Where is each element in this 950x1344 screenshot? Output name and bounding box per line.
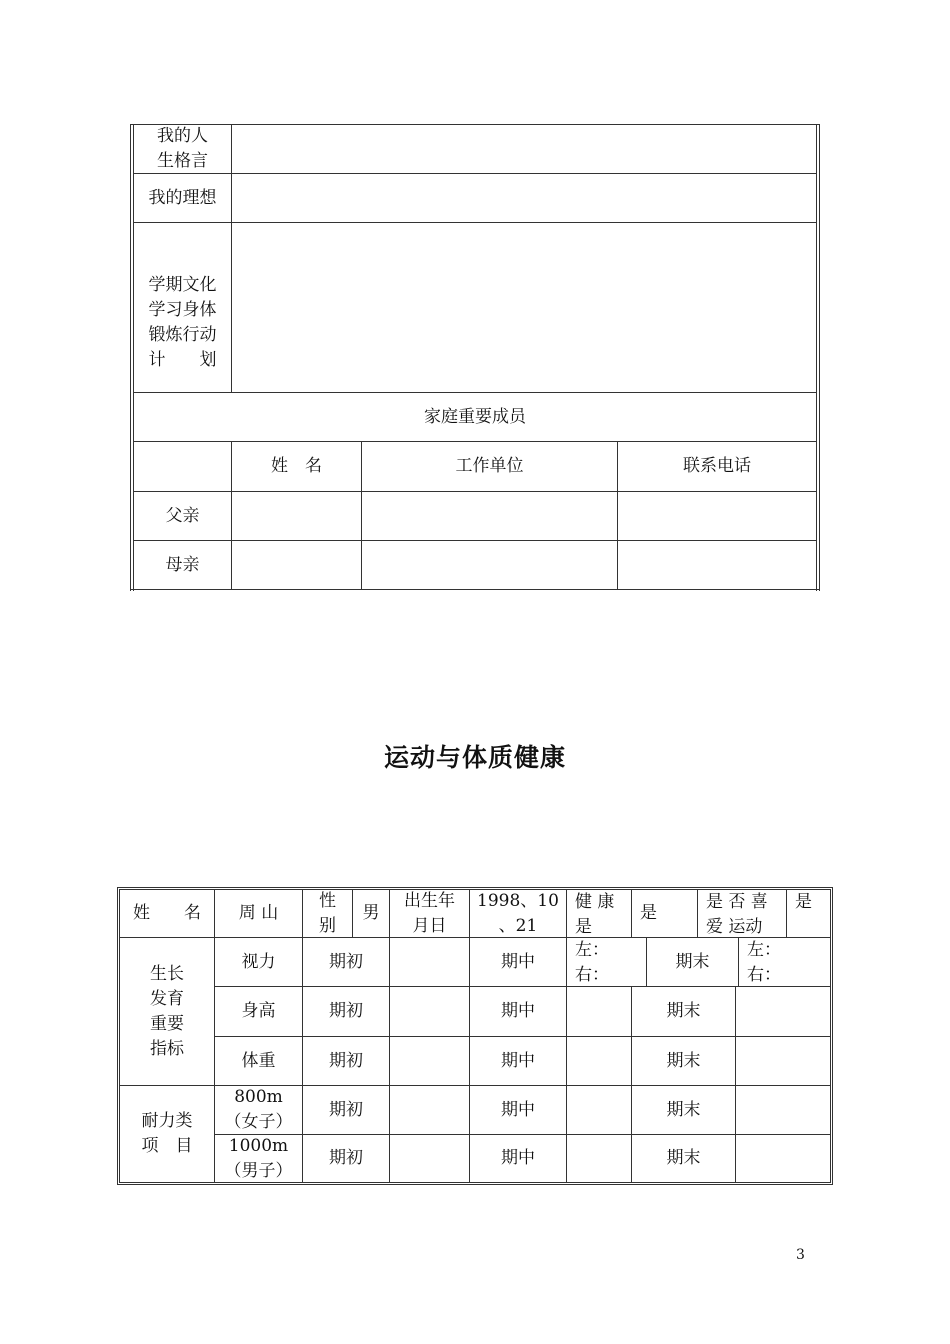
weight-start-label: 期初 [329, 1050, 363, 1071]
gender-label: 性 别 [319, 890, 336, 936]
father-phone-field[interactable] [618, 492, 816, 540]
father-work-field[interactable] [362, 492, 617, 540]
growth-label: 生长 发育 重要 指标 [150, 963, 184, 1059]
birth-value: 1998、10 、21 [477, 890, 559, 936]
weight-label: 体重 [241, 1050, 276, 1071]
col-phone-header: 联系电话 [683, 456, 751, 476]
name-value: 周 山 [238, 903, 279, 923]
vision-start-label: 期初 [329, 951, 363, 972]
vision-mid-field[interactable]: 左： 右： [575, 940, 609, 985]
run-800-mid-field[interactable] [567, 1086, 631, 1134]
run-1000-mid-label: 期中 [501, 1148, 535, 1168]
birth-label: 出生年 月日 [404, 890, 455, 936]
sport-value: 是 [795, 892, 812, 912]
family-header: 家庭重要成员 [424, 406, 526, 427]
run-800-end-label: 期末 [666, 1099, 701, 1120]
weight-end-label: 期末 [666, 1050, 701, 1071]
health-value: 是 [640, 903, 657, 923]
weight-start-field[interactable] [390, 1037, 469, 1085]
endurance-label: 耐力类 项 目 [141, 1111, 193, 1156]
sport-label: 是 否 喜 爱 运动 [706, 892, 768, 937]
vision-label: 视力 [241, 951, 276, 972]
run-800-label: 800m （女子） [224, 1087, 293, 1132]
vision-end-field[interactable]: 左： 右： [747, 940, 781, 985]
mother-name-field[interactable] [232, 541, 361, 589]
run-1000-start-label: 期初 [329, 1148, 363, 1168]
table-border [130, 124, 131, 591]
mother-phone-field[interactable] [618, 541, 816, 589]
motto-label: 我的人 生格言 [157, 126, 208, 171]
height-end-field[interactable] [736, 987, 830, 1036]
family-corner-cell [134, 442, 231, 491]
run-1000-label: 1000m （男子） [224, 1135, 293, 1181]
run-1000-start-field[interactable] [390, 1135, 469, 1182]
col-work-header: 工作单位 [455, 456, 524, 476]
page-number: 3 [796, 1247, 805, 1263]
height-label: 身高 [241, 1001, 276, 1021]
run-800-end-field[interactable] [736, 1086, 830, 1134]
name-label: 姓 名 [133, 903, 201, 923]
col-name-header: 姓 名 [271, 456, 322, 476]
run-800-start-label: 期初 [329, 1099, 363, 1120]
father-name-field[interactable] [232, 492, 361, 540]
height-end-label: 期末 [666, 1001, 701, 1021]
table-border [816, 124, 817, 591]
motto-field[interactable] [232, 125, 816, 173]
run-800-start-field[interactable] [390, 1086, 469, 1134]
vision-end-label: 期末 [675, 951, 710, 972]
table-border [130, 589, 820, 590]
health-label: 健 康 是 [575, 892, 615, 937]
weight-end-field[interactable] [736, 1037, 830, 1085]
weight-mid-label: 期中 [501, 1050, 535, 1071]
section-title: 运动与体质健康 [383, 743, 566, 772]
vision-mid-label: 期中 [501, 951, 535, 972]
father-label: 父亲 [165, 505, 200, 526]
mother-work-field[interactable] [362, 541, 617, 589]
plan-label: 学期文化 学习身体 锻炼行动 计 划 [148, 274, 217, 370]
height-mid-label: 期中 [501, 1001, 535, 1021]
ideal-field[interactable] [232, 174, 816, 222]
height-start-label: 期初 [329, 1001, 363, 1021]
run-1000-mid-field[interactable] [567, 1135, 631, 1182]
ideal-label: 我的理想 [148, 187, 217, 208]
height-start-field[interactable] [390, 987, 469, 1036]
run-1000-end-field[interactable] [736, 1135, 830, 1182]
vision-start-field[interactable] [390, 938, 469, 986]
mother-label: 母亲 [165, 554, 200, 575]
table-border [819, 124, 820, 591]
plan-field[interactable] [232, 223, 816, 392]
gender-value: 男 [362, 903, 380, 923]
height-mid-field[interactable] [567, 987, 631, 1036]
run-800-mid-label: 期中 [501, 1099, 535, 1120]
run-1000-end-label: 期末 [666, 1148, 701, 1168]
weight-mid-field[interactable] [567, 1037, 631, 1085]
